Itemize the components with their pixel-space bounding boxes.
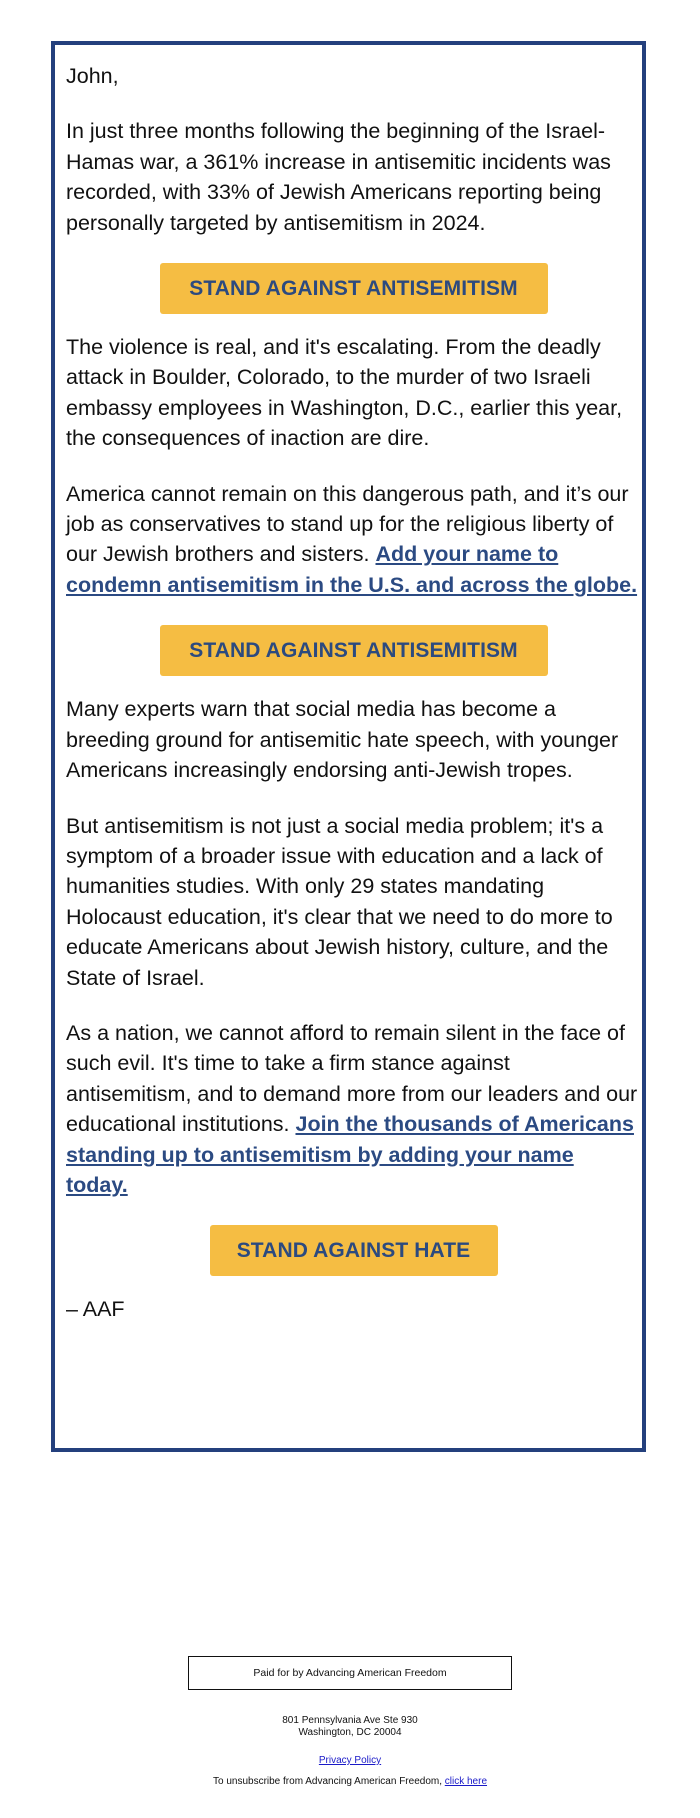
paragraph-conservatives [66,479,641,601]
cta-row-1 [66,263,641,314]
cta-row-2 [66,625,641,676]
unsubscribe-text: To unsubscribe from Advancing American Freedom, [212,1776,445,1787]
paragraph-nation [66,1018,641,1200]
mailing-address [0,1715,700,1739]
unsubscribe-line [0,1776,700,1787]
stand-against-antisemitism-button-2[interactable]: STAND AGAINST ANTISEMITISM [160,625,548,676]
address-line-1: 801 Pennsylvania Ave Ste 930 [282,1715,418,1726]
paid-for-disclaimer: Paid for by Advancing American Freedom [188,1656,512,1690]
stand-against-antisemitism-button[interactable]: STAND AGAINST ANTISEMITISM [160,263,548,314]
add-your-name-link[interactable]: Add your name to condemn antisemitism in the U.S. and across the globe. [66,542,638,597]
join-the-thousands-link[interactable]: Join the thousands of Americans standing up to antisemitism by adding your name today. [66,1112,634,1197]
paragraph-social-media: Many experts warn that social media has become a breeding ground for antisemitic hate speech, with younger Americans increasingly endorsing anti-Jewish tropes. [66,697,619,783]
signoff: – AAF [66,1297,125,1322]
unsubscribe-link[interactable]: click here [444,1776,488,1787]
paragraph-education: But antisemitism is not just a social media problem; it's a symptom of a broader issue with education and a lack of humanities studies. With only 29 states mandating Holocaust education, it's clear that we need to do more to educate Americans about Jewish history, culture, and the State of Israel. [66,813,613,990]
email-content [66,61,641,1325]
cta-row-3 [66,1225,641,1276]
address-line-2: Washington, DC 20004 [298,1727,402,1738]
greeting: John, [66,64,119,88]
privacy-policy-link[interactable]: Privacy Policy [318,1755,382,1766]
paragraph-intro: In just three months following the beginning of the Israel-Hamas war, a 361% increase in antisemitic incidents was recorded, with 33% of Jewish Americans reporting being personally targeted by antisemitism in 2024. [66,119,611,235]
paragraph-violence: The violence is real, and it's escalating. From the deadly attack in Boulder, Colorado, to the murder of two Israeli embassy employees in Washington, D.C., earlier this year, the consequences of inaction are dire. [66,335,623,451]
email-footer [0,1656,700,1787]
paragraph-conservatives-text: America cannot remain on this dangerous path, and it’s our job as conservatives to stand up for the religious liberty of our Jewish brothers and sisters. [66,481,629,567]
stand-against-hate-button[interactable]: STAND AGAINST HATE [210,1225,498,1276]
paragraph-nation-text: As a nation, we cannot afford to remain silent in the face of such evil. It's time to take a firm stance against antisemitism, and to demand more from our leaders and our educational institutions. [66,1020,638,1137]
email-body-frame [51,41,646,1452]
